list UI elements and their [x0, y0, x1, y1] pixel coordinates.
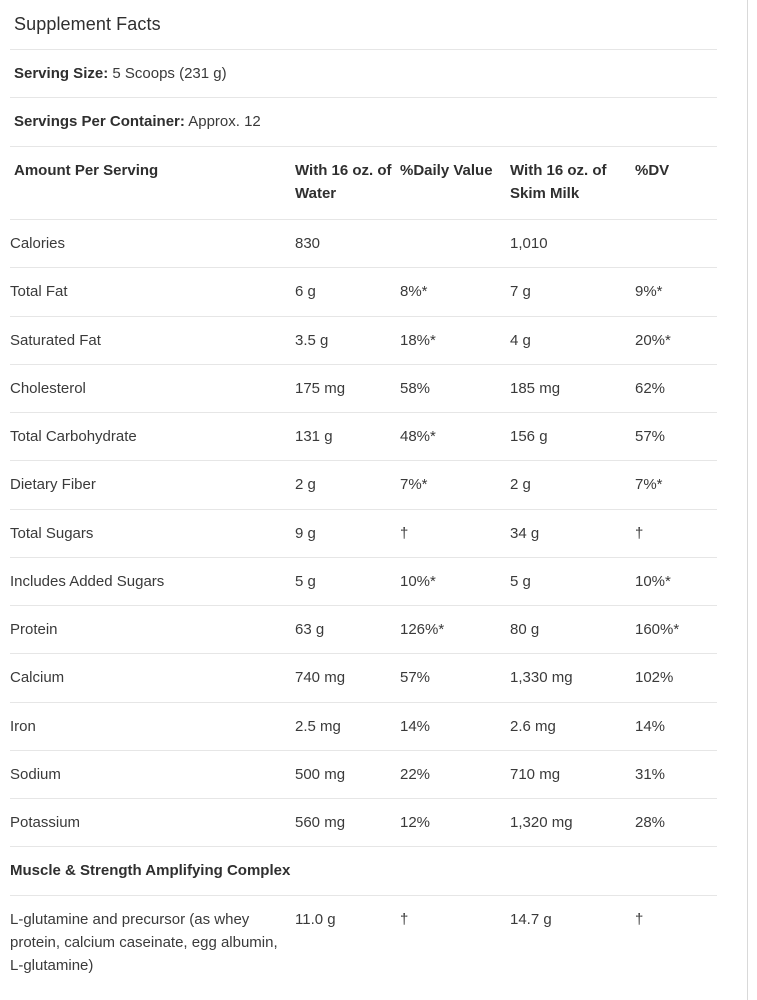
- serving-size-label: Serving Size:: [14, 65, 109, 82]
- servings-per-container-value: Approx. 12: [184, 113, 261, 131]
- nutrient-milk-amount: 34 g: [510, 509, 635, 557]
- nutrient-milk-amount: 2 g: [510, 461, 635, 509]
- nutrient-water-amount: 500 mg: [295, 750, 400, 798]
- nutrient-water-dv: 18%*: [400, 316, 510, 364]
- nutrient-milk-dv: 7%*: [635, 461, 717, 509]
- nutrient-name: Sodium: [10, 750, 295, 798]
- nutrient-water-dv: 8%*: [400, 268, 510, 316]
- table-row: [10, 268, 717, 316]
- nutrient-name: Total Sugars: [10, 509, 295, 557]
- nutrient-milk-amount: 156 g: [510, 413, 635, 461]
- nutrient-milk-amount: 1,330 mg: [510, 654, 635, 702]
- nutrient-milk-dv: 57%: [635, 413, 717, 461]
- nutrient-water-amount: 2.5 mg: [295, 702, 400, 750]
- nutrient-milk-dv: 10%*: [635, 557, 717, 605]
- nutrient-water-amount: 6 g: [295, 268, 400, 316]
- table-row: [10, 461, 717, 509]
- nutrient-milk-dv: 20%*: [635, 316, 717, 364]
- nutrient-milk-dv: 14%: [635, 702, 717, 750]
- table-header-row: [10, 146, 717, 220]
- nutrient-name: Cholesterol: [10, 364, 295, 412]
- column-header-amount: Amount Per Serving: [10, 146, 295, 220]
- table-row: [10, 316, 717, 364]
- nutrient-water-amount: 2 g: [295, 461, 400, 509]
- table-row: [10, 220, 717, 268]
- table-row: [10, 799, 717, 847]
- nutrient-water-dv: 12%: [400, 799, 510, 847]
- nutrient-milk-dv: 28%: [635, 799, 717, 847]
- nutrient-name: Iron: [10, 702, 295, 750]
- nutrient-water-dv: 10%*: [400, 557, 510, 605]
- table-row-serving-size: [10, 50, 717, 98]
- nutrient-water-amount: 175 mg: [295, 364, 400, 412]
- nutrient-name: Saturated Fat: [10, 316, 295, 364]
- nutrient-water-dv: 14%: [400, 702, 510, 750]
- nutrient-water-dv: 58%: [400, 364, 510, 412]
- nutrient-milk-amount: 5 g: [510, 557, 635, 605]
- nutrient-milk-amount: 14.7 g: [510, 895, 635, 989]
- nutrient-water-dv: 7%*: [400, 461, 510, 509]
- table-row-section-header: [10, 847, 717, 895]
- nutrient-water-amount: 560 mg: [295, 799, 400, 847]
- table-row: [10, 606, 717, 654]
- nutrient-water-amount: 740 mg: [295, 654, 400, 702]
- nutrient-milk-dv: [635, 220, 717, 268]
- nutrient-name: Dietary Fiber: [10, 461, 295, 509]
- column-header-dv-milk: %DV: [635, 146, 717, 220]
- nutrient-water-dv: [400, 220, 510, 268]
- nutrient-milk-amount: 80 g: [510, 606, 635, 654]
- nutrient-water-amount: 9 g: [295, 509, 400, 557]
- nutrient-milk-amount: 185 mg: [510, 364, 635, 412]
- table-row: [10, 413, 717, 461]
- nutrient-milk-amount: 2.6 mg: [510, 702, 635, 750]
- nutrient-water-amount: 5 g: [295, 557, 400, 605]
- nutrient-water-dv: 126%*: [400, 606, 510, 654]
- column-header-water: With 16 oz. of Water: [295, 146, 400, 220]
- nutrient-name: Total Fat: [10, 268, 295, 316]
- nutrient-water-amount: 63 g: [295, 606, 400, 654]
- nutrient-milk-amount: 1,320 mg: [510, 799, 635, 847]
- nutrient-milk-amount: 710 mg: [510, 750, 635, 798]
- servings-per-container-label: Servings Per Container:: [14, 113, 185, 131]
- table-row: [10, 895, 717, 989]
- column-header-skim-milk: With 16 oz. of Skim Milk: [510, 146, 635, 220]
- nutrient-name: Protein: [10, 606, 295, 654]
- nutrient-water-amount: 3.5 g: [295, 316, 400, 364]
- nutrient-name: Potassium: [10, 799, 295, 847]
- nutrient-water-dv: 48%*: [400, 413, 510, 461]
- nutrient-water-amount: 830: [295, 220, 400, 268]
- serving-size-value: 5 Scoops (231 g): [108, 65, 227, 82]
- nutrient-milk-dv: 31%: [635, 750, 717, 798]
- nutrient-water-dv: 22%: [400, 750, 510, 798]
- nutrient-name: Calories: [10, 220, 295, 268]
- nutrient-milk-amount: 4 g: [510, 316, 635, 364]
- nutrient-milk-dv: †: [635, 509, 717, 557]
- column-header-dv-water: %Daily Value: [400, 146, 510, 220]
- nutrient-water-dv: †: [400, 895, 510, 989]
- table-row-servings-per-container: [10, 98, 717, 146]
- nutrient-name: Calcium: [10, 654, 295, 702]
- nutrient-milk-amount: 7 g: [510, 268, 635, 316]
- page-right-margin: [752, 0, 757, 1000]
- table-row: [10, 509, 717, 557]
- section-title: Muscle & Strength Amplifying Complex: [10, 847, 717, 895]
- nutrient-water-dv: †: [400, 509, 510, 557]
- nutrient-milk-dv: †: [635, 895, 717, 989]
- nutrient-water-amount: 11.0 g: [295, 895, 400, 989]
- nutrient-name: Includes Added Sugars: [10, 557, 295, 605]
- nutrient-milk-dv: 102%: [635, 654, 717, 702]
- nutrient-water-amount: 131 g: [295, 413, 400, 461]
- nutrient-milk-dv: 160%*: [635, 606, 717, 654]
- panel-right-border: [747, 0, 748, 1000]
- table-row: [10, 557, 717, 605]
- nutrient-milk-dv: 62%: [635, 364, 717, 412]
- nutrient-name: L-glutamine and precursor (as whey protein, calcium caseinate, egg albumin, L-glutamine): [10, 895, 295, 989]
- table-row: [10, 654, 717, 702]
- page-title: Supplement Facts: [14, 14, 161, 34]
- nutrient-water-dv: 57%: [400, 654, 510, 702]
- nutrient-milk-amount: 1,010: [510, 220, 635, 268]
- nutrient-name: Total Carbohydrate: [10, 413, 295, 461]
- table-row: [10, 364, 717, 412]
- supplement-facts-table: [10, 49, 717, 989]
- table-row: [10, 750, 717, 798]
- nutrient-milk-dv: 9%*: [635, 268, 717, 316]
- table-row: [10, 702, 717, 750]
